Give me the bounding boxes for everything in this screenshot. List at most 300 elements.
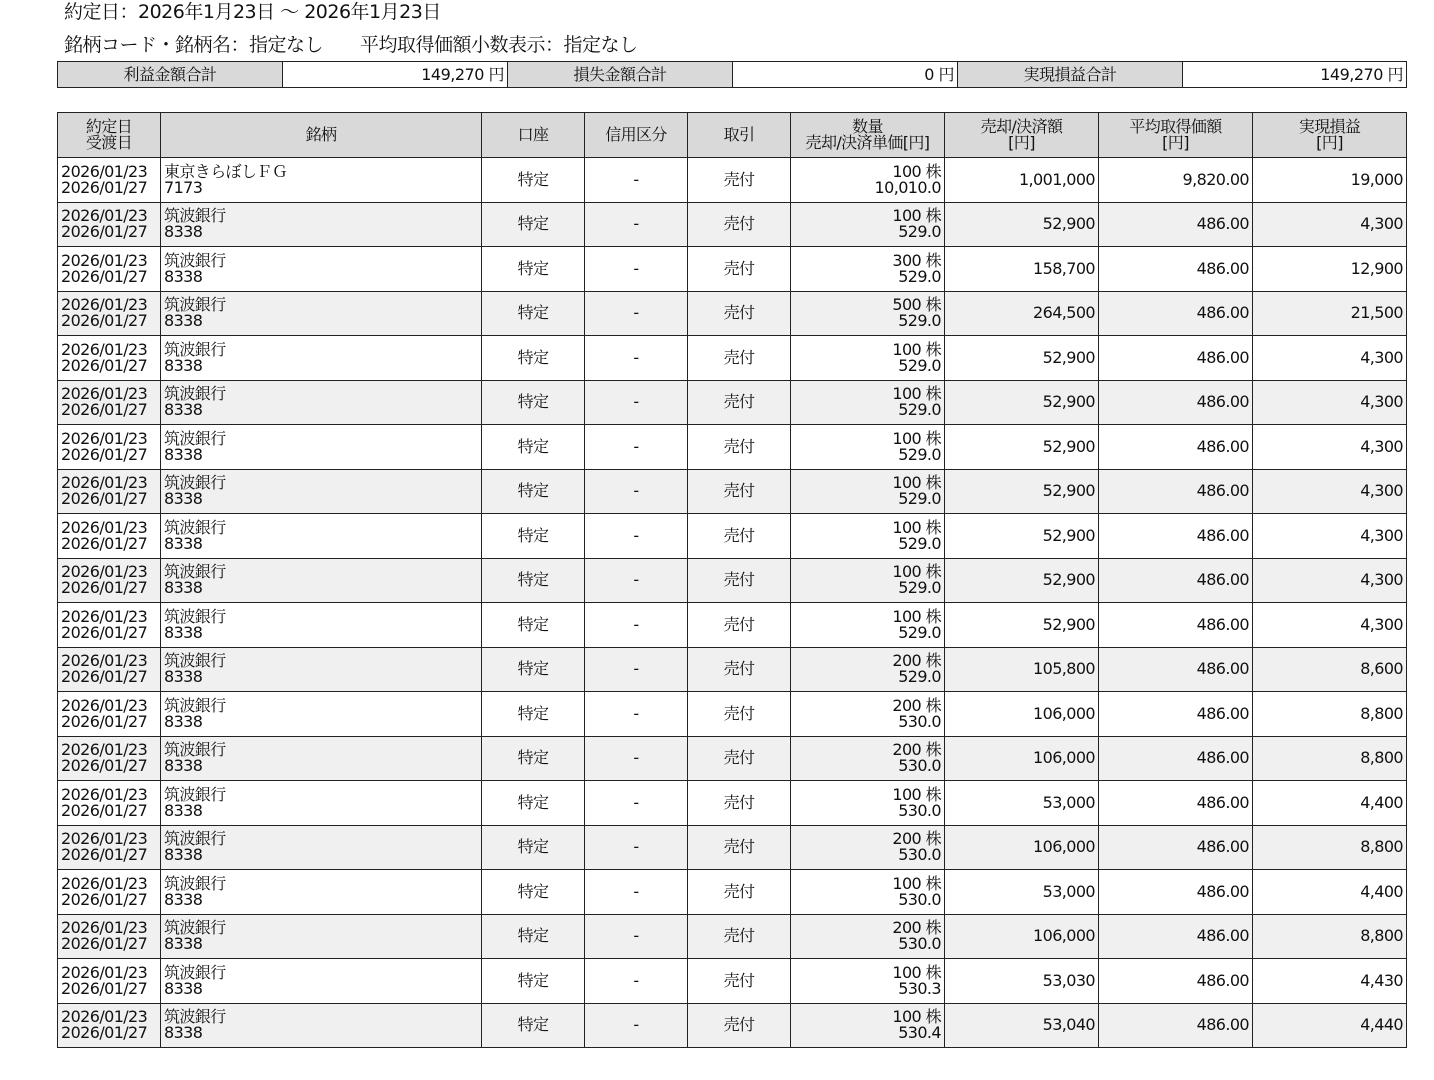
quantity: 100 株 bbox=[892, 339, 941, 359]
trade-settle-date-cell bbox=[58, 959, 161, 1004]
avg-cost-cell: 486.00 bbox=[1099, 425, 1253, 470]
account-cell: 特定 bbox=[482, 247, 585, 292]
stock-code: 8338 bbox=[164, 578, 203, 598]
avg-cost-cell: 486.00 bbox=[1099, 380, 1253, 425]
trade-type-cell: 売付 bbox=[688, 158, 791, 203]
account-cell: 特定 bbox=[482, 736, 585, 781]
credit-cell: - bbox=[585, 158, 688, 203]
credit-cell: - bbox=[585, 558, 688, 603]
trade-date: 2026/01/23 bbox=[61, 473, 148, 493]
header-amount-bottom: [円] bbox=[1008, 133, 1035, 152]
account-cell: 特定 bbox=[482, 914, 585, 959]
amount-cell: 106,000 bbox=[945, 692, 1099, 737]
account-cell: 特定 bbox=[482, 603, 585, 648]
trade-date: 2026/01/23 bbox=[61, 740, 148, 760]
amount-cell: 52,900 bbox=[945, 514, 1099, 559]
quantity-price-cell bbox=[791, 825, 945, 870]
settle-date: 2026/01/27 bbox=[61, 222, 148, 242]
trade-settle-date-cell bbox=[58, 202, 161, 247]
quantity: 100 株 bbox=[892, 784, 941, 804]
trade-settle-date-cell bbox=[58, 336, 161, 381]
trade-type-cell: 売付 bbox=[688, 736, 791, 781]
table-row bbox=[58, 781, 1407, 826]
trade-settle-date-cell bbox=[58, 425, 161, 470]
stock-name: 筑波銀行 bbox=[164, 1007, 226, 1027]
quantity-price-cell bbox=[791, 959, 945, 1004]
stock-cell bbox=[161, 781, 482, 826]
trade-settle-date-cell bbox=[58, 558, 161, 603]
realized-pl-table bbox=[57, 112, 1407, 1048]
loss-total-value: 0 円 bbox=[733, 62, 958, 88]
settle-date: 2026/01/27 bbox=[61, 489, 148, 509]
unit-price: 530.3 bbox=[898, 978, 941, 998]
account-cell: 特定 bbox=[482, 514, 585, 559]
quantity-price-cell bbox=[791, 425, 945, 470]
quantity-price-cell bbox=[791, 291, 945, 336]
trade-settle-date-cell bbox=[58, 870, 161, 915]
table-row bbox=[58, 247, 1407, 292]
trade-date: 2026/01/23 bbox=[61, 250, 148, 270]
credit-cell: - bbox=[585, 336, 688, 381]
settle-date: 2026/01/27 bbox=[61, 533, 148, 553]
unit-price: 530.4 bbox=[898, 1023, 941, 1043]
avg-cost-cell: 486.00 bbox=[1099, 558, 1253, 603]
account-cell: 特定 bbox=[482, 959, 585, 1004]
trade-type-cell: 売付 bbox=[688, 514, 791, 559]
quantity: 100 株 bbox=[892, 384, 941, 404]
amount-cell: 264,500 bbox=[945, 291, 1099, 336]
avg-cost-cell: 486.00 bbox=[1099, 825, 1253, 870]
realized-pl-cell: 4,400 bbox=[1253, 870, 1407, 915]
quantity: 300 株 bbox=[892, 250, 941, 270]
realized-pl-cell: 21,500 bbox=[1253, 291, 1407, 336]
table-row bbox=[58, 380, 1407, 425]
quantity-price-cell bbox=[791, 514, 945, 559]
quantity-price-cell bbox=[791, 914, 945, 959]
stock-code: 8338 bbox=[164, 800, 203, 820]
quantity: 200 株 bbox=[892, 695, 941, 715]
amount-cell: 1,001,000 bbox=[945, 158, 1099, 203]
quantity: 100 株 bbox=[892, 1007, 941, 1027]
amount-cell: 106,000 bbox=[945, 736, 1099, 781]
stock-cell bbox=[161, 736, 482, 781]
table-row bbox=[58, 914, 1407, 959]
header-quantity-top: 数量 bbox=[852, 117, 883, 136]
stock-cell bbox=[161, 469, 482, 514]
account-cell: 特定 bbox=[482, 425, 585, 470]
stock-code: 8338 bbox=[164, 444, 203, 464]
quantity: 200 株 bbox=[892, 651, 941, 671]
table-row bbox=[58, 202, 1407, 247]
amount-cell: 105,800 bbox=[945, 647, 1099, 692]
stock-cell bbox=[161, 647, 482, 692]
stock-cell bbox=[161, 1003, 482, 1048]
table-row bbox=[58, 291, 1407, 336]
quantity-price-cell bbox=[791, 158, 945, 203]
settle-date: 2026/01/27 bbox=[61, 978, 148, 998]
stock-cell bbox=[161, 158, 482, 203]
settle-date: 2026/01/27 bbox=[61, 800, 148, 820]
trade-date: 2026/01/23 bbox=[61, 918, 148, 938]
trade-date: 2026/01/23 bbox=[61, 161, 148, 181]
loss-total-label: 損失金額合計 bbox=[508, 62, 733, 88]
trade-type-cell: 売付 bbox=[688, 914, 791, 959]
credit-cell: - bbox=[585, 736, 688, 781]
stock-cell bbox=[161, 558, 482, 603]
trade-date: 2026/01/23 bbox=[61, 606, 148, 626]
realized-pl-cell: 8,600 bbox=[1253, 647, 1407, 692]
table-row bbox=[58, 692, 1407, 737]
header-date-bottom: 受渡日 bbox=[85, 133, 133, 152]
stock-code: 8338 bbox=[164, 400, 203, 420]
header-account[interactable]: 口座 bbox=[482, 113, 585, 158]
header-name[interactable]: 銘柄 bbox=[161, 113, 482, 158]
trade-type-cell: 売付 bbox=[688, 781, 791, 826]
avg-cost-cell: 486.00 bbox=[1099, 781, 1253, 826]
account-cell: 特定 bbox=[482, 291, 585, 336]
unit-price: 529.0 bbox=[898, 222, 941, 242]
header-amount-top: 売却/決済額 bbox=[980, 117, 1063, 136]
quantity: 200 株 bbox=[892, 740, 941, 760]
trade-date: 2026/01/23 bbox=[61, 695, 148, 715]
quantity: 100 株 bbox=[892, 517, 941, 537]
settle-date: 2026/01/27 bbox=[61, 444, 148, 464]
stock-code: 8338 bbox=[164, 845, 203, 865]
table-row bbox=[58, 736, 1407, 781]
realized-pl-cell: 4,300 bbox=[1253, 603, 1407, 648]
trade-settle-date-cell bbox=[58, 158, 161, 203]
table-row bbox=[58, 514, 1407, 559]
stock-code: 7173 bbox=[164, 177, 203, 197]
account-cell: 特定 bbox=[482, 692, 585, 737]
credit-cell: - bbox=[585, 1003, 688, 1048]
unit-price: 529.0 bbox=[898, 444, 941, 464]
filter-conditions-line: 銘柄コード・銘柄名：指定なし 平均取得価額小数表示：指定なし bbox=[64, 34, 638, 56]
trade-type-cell: 売付 bbox=[688, 825, 791, 870]
stock-code: 8338 bbox=[164, 622, 203, 642]
realized-total-label: 実現損益合計 bbox=[958, 62, 1183, 88]
stock-cell bbox=[161, 959, 482, 1004]
header-realized-pl-top: 実現損益 bbox=[1298, 117, 1361, 136]
unit-price: 530.0 bbox=[898, 711, 941, 731]
avg-cost-cell: 486.00 bbox=[1099, 469, 1253, 514]
trade-date: 2026/01/23 bbox=[61, 873, 148, 893]
stock-code: 8338 bbox=[164, 889, 203, 909]
table-row bbox=[58, 870, 1407, 915]
quantity: 100 株 bbox=[892, 206, 941, 226]
stock-code: 8338 bbox=[164, 533, 203, 553]
account-cell: 特定 bbox=[482, 558, 585, 603]
quantity-price-cell bbox=[791, 202, 945, 247]
stock-cell bbox=[161, 914, 482, 959]
account-cell: 特定 bbox=[482, 469, 585, 514]
settle-date: 2026/01/27 bbox=[61, 889, 148, 909]
table-body bbox=[58, 158, 1407, 1048]
credit-cell: - bbox=[585, 291, 688, 336]
amount-cell: 53,030 bbox=[945, 959, 1099, 1004]
quantity-price-cell bbox=[791, 558, 945, 603]
trade-date: 2026/01/23 bbox=[61, 1007, 148, 1027]
avg-cost-cell: 486.00 bbox=[1099, 692, 1253, 737]
trade-settle-date-cell bbox=[58, 247, 161, 292]
table-row bbox=[58, 1003, 1407, 1048]
realized-total-value: 149,270 円 bbox=[1183, 62, 1407, 88]
trade-type-cell: 売付 bbox=[688, 291, 791, 336]
stock-code: 8338 bbox=[164, 756, 203, 776]
quantity: 500 株 bbox=[892, 295, 941, 315]
trade-settle-date-cell bbox=[58, 781, 161, 826]
realized-pl-cell: 4,300 bbox=[1253, 514, 1407, 559]
trade-type-cell: 売付 bbox=[688, 870, 791, 915]
table-row bbox=[58, 603, 1407, 648]
account-cell: 特定 bbox=[482, 158, 585, 203]
trade-settle-date-cell bbox=[58, 914, 161, 959]
quantity-price-cell bbox=[791, 647, 945, 692]
stock-code: 8338 bbox=[164, 711, 203, 731]
header-avg-cost[interactable] bbox=[1099, 113, 1253, 158]
amount-cell: 52,900 bbox=[945, 380, 1099, 425]
settle-date: 2026/01/27 bbox=[61, 311, 148, 331]
header-quantity[interactable] bbox=[791, 113, 945, 158]
header-avg-cost-top: 平均取得価額 bbox=[1129, 117, 1222, 136]
trade-date: 2026/01/23 bbox=[61, 428, 148, 448]
credit-cell: - bbox=[585, 914, 688, 959]
table-row bbox=[58, 425, 1407, 470]
trade-date: 2026/01/23 bbox=[61, 384, 148, 404]
header-trade[interactable]: 取引 bbox=[688, 113, 791, 158]
trade-date: 2026/01/23 bbox=[61, 562, 148, 582]
trade-type-cell: 売付 bbox=[688, 959, 791, 1004]
stock-name: 筑波銀行 bbox=[164, 206, 226, 226]
unit-price: 529.0 bbox=[898, 667, 941, 687]
summary-table bbox=[57, 61, 1407, 88]
trade-settle-date-cell bbox=[58, 736, 161, 781]
stock-code: 8338 bbox=[164, 667, 203, 687]
settle-date: 2026/01/27 bbox=[61, 266, 148, 286]
stock-cell bbox=[161, 870, 482, 915]
account-cell: 特定 bbox=[482, 1003, 585, 1048]
account-cell: 特定 bbox=[482, 870, 585, 915]
avg-cost-cell: 9,820.00 bbox=[1099, 158, 1253, 203]
trade-type-cell: 売付 bbox=[688, 692, 791, 737]
avg-cost-cell: 486.00 bbox=[1099, 914, 1253, 959]
stock-cell bbox=[161, 514, 482, 559]
realized-pl-cell: 4,300 bbox=[1253, 425, 1407, 470]
amount-cell: 106,000 bbox=[945, 914, 1099, 959]
trade-type-cell: 売付 bbox=[688, 336, 791, 381]
header-date[interactable] bbox=[58, 113, 161, 158]
account-cell: 特定 bbox=[482, 781, 585, 826]
amount-cell: 52,900 bbox=[945, 469, 1099, 514]
quantity: 100 株 bbox=[892, 873, 941, 893]
header-credit[interactable]: 信用区分 bbox=[585, 113, 688, 158]
unit-price: 530.0 bbox=[898, 889, 941, 909]
trade-settle-date-cell bbox=[58, 469, 161, 514]
avg-cost-cell: 486.00 bbox=[1099, 647, 1253, 692]
trade-settle-date-cell bbox=[58, 1003, 161, 1048]
credit-cell: - bbox=[585, 781, 688, 826]
unit-price: 529.0 bbox=[898, 266, 941, 286]
realized-pl-cell: 8,800 bbox=[1253, 692, 1407, 737]
settle-date: 2026/01/27 bbox=[61, 756, 148, 776]
trade-type-cell: 売付 bbox=[688, 469, 791, 514]
trade-type-cell: 売付 bbox=[688, 380, 791, 425]
trade-date: 2026/01/23 bbox=[61, 829, 148, 849]
trade-type-cell: 売付 bbox=[688, 202, 791, 247]
amount-cell: 158,700 bbox=[945, 247, 1099, 292]
account-cell: 特定 bbox=[482, 380, 585, 425]
stock-name: 筑波銀行 bbox=[164, 829, 226, 849]
quantity: 100 株 bbox=[892, 473, 941, 493]
stock-code: 8338 bbox=[164, 978, 203, 998]
quantity: 100 株 bbox=[892, 606, 941, 626]
credit-cell: - bbox=[585, 692, 688, 737]
stock-name: 筑波銀行 bbox=[164, 250, 226, 270]
table-row bbox=[58, 959, 1407, 1004]
trade-date: 2026/01/23 bbox=[61, 339, 148, 359]
stock-name: 筑波銀行 bbox=[164, 428, 226, 448]
unit-price: 530.0 bbox=[898, 756, 941, 776]
realized-pl-cell: 4,300 bbox=[1253, 336, 1407, 381]
trade-date: 2026/01/23 bbox=[61, 962, 148, 982]
quantity-price-cell bbox=[791, 603, 945, 648]
header-realized-pl-bottom: [円] bbox=[1316, 133, 1343, 152]
stock-name: 筑波銀行 bbox=[164, 295, 226, 315]
trade-date: 2026/01/23 bbox=[61, 206, 148, 226]
stock-cell bbox=[161, 202, 482, 247]
unit-price: 529.0 bbox=[898, 622, 941, 642]
stock-name: 筑波銀行 bbox=[164, 517, 226, 537]
settle-date: 2026/01/27 bbox=[61, 622, 148, 642]
settle-date: 2026/01/27 bbox=[61, 355, 148, 375]
unit-price: 529.0 bbox=[898, 533, 941, 553]
credit-cell: - bbox=[585, 425, 688, 470]
stock-cell bbox=[161, 425, 482, 470]
avg-cost-cell: 486.00 bbox=[1099, 870, 1253, 915]
settle-date: 2026/01/27 bbox=[61, 711, 148, 731]
unit-price: 529.0 bbox=[898, 311, 941, 331]
table-row bbox=[58, 647, 1407, 692]
amount-cell: 106,000 bbox=[945, 825, 1099, 870]
settle-date: 2026/01/27 bbox=[61, 845, 148, 865]
settle-date: 2026/01/27 bbox=[61, 934, 148, 954]
unit-price: 529.0 bbox=[898, 355, 941, 375]
settle-date: 2026/01/27 bbox=[61, 400, 148, 420]
quantity-price-cell bbox=[791, 469, 945, 514]
profit-total-value: 149,270 円 bbox=[283, 62, 508, 88]
header-amount[interactable] bbox=[945, 113, 1099, 158]
quantity-price-cell bbox=[791, 736, 945, 781]
account-cell: 特定 bbox=[482, 336, 585, 381]
avg-cost-cell: 486.00 bbox=[1099, 603, 1253, 648]
trade-settle-date-cell bbox=[58, 380, 161, 425]
realized-pl-cell: 4,430 bbox=[1253, 959, 1407, 1004]
quantity-price-cell bbox=[791, 781, 945, 826]
credit-cell: - bbox=[585, 469, 688, 514]
avg-cost-cell: 486.00 bbox=[1099, 1003, 1253, 1048]
trade-type-cell: 売付 bbox=[688, 558, 791, 603]
quantity: 200 株 bbox=[892, 918, 941, 938]
stock-name: 筑波銀行 bbox=[164, 962, 226, 982]
stock-name: 筑波銀行 bbox=[164, 651, 226, 671]
realized-pl-cell: 12,900 bbox=[1253, 247, 1407, 292]
realized-pl-cell: 19,000 bbox=[1253, 158, 1407, 203]
quantity: 100 株 bbox=[892, 161, 941, 181]
trade-date: 2026/01/23 bbox=[61, 517, 148, 537]
table-row bbox=[58, 336, 1407, 381]
stock-code: 8338 bbox=[164, 266, 203, 286]
account-cell: 特定 bbox=[482, 202, 585, 247]
trade-settle-date-cell bbox=[58, 825, 161, 870]
realized-pl-cell: 8,800 bbox=[1253, 914, 1407, 959]
trade-type-cell: 売付 bbox=[688, 1003, 791, 1048]
settle-date: 2026/01/27 bbox=[61, 667, 148, 687]
settle-date: 2026/01/27 bbox=[61, 578, 148, 598]
header-realized-pl[interactable] bbox=[1253, 113, 1407, 158]
trade-date: 2026/01/23 bbox=[61, 651, 148, 671]
stock-cell bbox=[161, 603, 482, 648]
credit-cell: - bbox=[585, 380, 688, 425]
quantity-price-cell bbox=[791, 870, 945, 915]
avg-cost-cell: 486.00 bbox=[1099, 202, 1253, 247]
trade-type-cell: 売付 bbox=[688, 425, 791, 470]
credit-cell: - bbox=[585, 870, 688, 915]
account-cell: 特定 bbox=[482, 647, 585, 692]
credit-cell: - bbox=[585, 514, 688, 559]
quantity-price-cell bbox=[791, 692, 945, 737]
credit-cell: - bbox=[585, 202, 688, 247]
credit-cell: - bbox=[585, 825, 688, 870]
unit-price: 529.0 bbox=[898, 578, 941, 598]
stock-cell bbox=[161, 247, 482, 292]
stock-name: 筑波銀行 bbox=[164, 740, 226, 760]
quantity: 100 株 bbox=[892, 562, 941, 582]
stock-cell bbox=[161, 291, 482, 336]
stock-cell bbox=[161, 380, 482, 425]
stock-name: 筑波銀行 bbox=[164, 784, 226, 804]
stock-name: 筑波銀行 bbox=[164, 384, 226, 404]
header-date-top: 約定日 bbox=[85, 117, 133, 136]
trade-settle-date-cell bbox=[58, 692, 161, 737]
stock-cell bbox=[161, 825, 482, 870]
stock-name: 筑波銀行 bbox=[164, 873, 226, 893]
quantity: 100 株 bbox=[892, 428, 941, 448]
stock-name: 筑波銀行 bbox=[164, 473, 226, 493]
realized-pl-cell: 4,300 bbox=[1253, 469, 1407, 514]
stock-code: 8338 bbox=[164, 311, 203, 331]
header-quantity-bottom: 売却/決済単価[円] bbox=[805, 133, 930, 152]
realized-pl-cell: 4,300 bbox=[1253, 380, 1407, 425]
amount-cell: 52,900 bbox=[945, 202, 1099, 247]
quantity: 200 株 bbox=[892, 829, 941, 849]
unit-price: 530.0 bbox=[898, 845, 941, 865]
stock-code: 8338 bbox=[164, 355, 203, 375]
header-avg-cost-bottom: [円] bbox=[1162, 133, 1189, 152]
stock-code: 8338 bbox=[164, 934, 203, 954]
table-header-row bbox=[58, 113, 1407, 158]
avg-cost-cell: 486.00 bbox=[1099, 247, 1253, 292]
unit-price: 10,010.0 bbox=[874, 177, 941, 197]
table-row bbox=[58, 469, 1407, 514]
stock-name: 筑波銀行 bbox=[164, 918, 226, 938]
trade-date: 2026/01/23 bbox=[61, 295, 148, 315]
table-row bbox=[58, 558, 1407, 603]
realized-pl-cell: 8,800 bbox=[1253, 736, 1407, 781]
stock-name: 筑波銀行 bbox=[164, 562, 226, 582]
trade-settle-date-cell bbox=[58, 647, 161, 692]
quantity: 100 株 bbox=[892, 962, 941, 982]
credit-cell: - bbox=[585, 647, 688, 692]
